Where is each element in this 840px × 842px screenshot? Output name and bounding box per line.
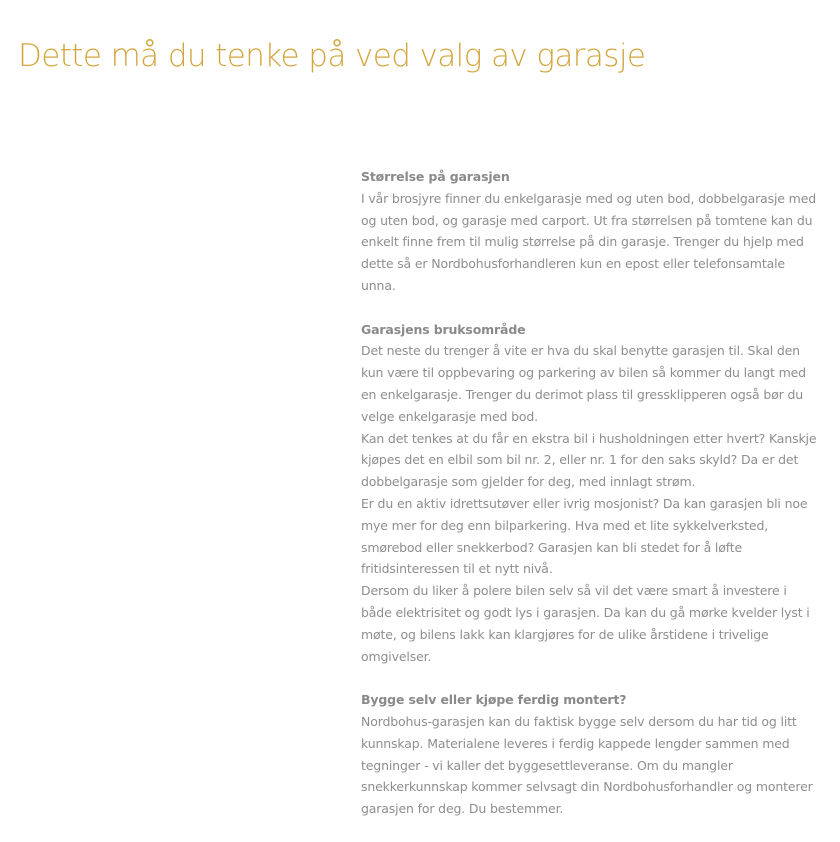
paragraph: Dersom du liker å polere bilen selv så vil det være smart å investere i både elektrisitet og godt lys i garasjen. Da kan du gå mørke kvelder lyst i møte, og bilens lakk kan klargjøres for de ulike årstidene i trivelige omgivelser. xyxy=(361,583,810,664)
article-body xyxy=(361,166,821,842)
section-garage-size xyxy=(361,166,821,297)
section-heading: Størrelse på garasjen xyxy=(361,169,510,184)
paragraph: Nordbohus-garasjen kan du faktisk bygge selv dersom du har tid og litt kunnskap. Materialene leveres i ferdig kappede lengder sammen med tegninger - vi kaller det byggesettleveranse. Om du mangler snekkerkunnskap kommer selvsagt din Nordbohusforhandler og monterer garasjen for deg. Du bestemmer. xyxy=(361,713,813,817)
section-heading: Garasjens bruksområde xyxy=(361,321,526,337)
paragraph: Er du en aktiv idrettsutøver eller ivrig mosjonist? Da kan garasjen bli noe mye mer for deg enn bilparkering. Hva med et lite sykkelverksted, smørebod eller snekkerbod? Garasjen kan bli stedet for å løfte fritidsinteressen til et nytt nivå. xyxy=(361,495,808,577)
section-heading: Bygge selv eller kjøpe ferdig montert? xyxy=(361,692,627,708)
section-build-or-buy xyxy=(361,689,821,820)
paragraph: Det neste du trenger å vite er hva du skal benytte garasjen til. Skal den kun være til oppbevaring og parkering av bilen så kommer du langt med en enkelgarasje. Trenger du derimot plass til gressklipperen også bør du velge enkelgarasje med bod. xyxy=(361,343,806,424)
page-title: Dette må du tenke på ved valg av garasje xyxy=(18,38,646,74)
section-garage-usage xyxy=(361,319,821,668)
paragraph: I vår brosjyre finner du enkelgarasje med og uten bod, dobbelgarasje med og uten bod, og garasje med carport. Ut fra størrelsen på tomtene kan du enkelt finne frem til mulig størrelse på din garasje. Trenger du hjelp med dette så er Nordbohusforhandleren kun en epost eller telefonsamtale unna. xyxy=(361,190,817,293)
paragraph: Kan det tenkes at du får en ekstra bil i husholdningen etter hvert? Kanskje kjøpes det en elbil som bil nr. 2, eller nr. 1 for den saks skyld? Da er det dobbelgarasje som gjelder for deg, med innlagt strøm. xyxy=(361,430,817,490)
